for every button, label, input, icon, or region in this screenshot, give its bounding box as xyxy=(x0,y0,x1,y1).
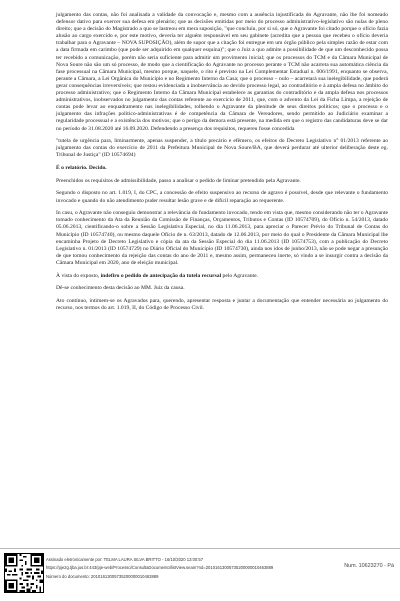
signed-by-text: Assinado eletronicamente por: TELMA LAURA SILVA BRITTO - 16/10/2020 13:00:57 xyxy=(46,557,204,562)
paragraph-tutela-request: "tutela de urgência para, liminarmente, apenas suspender, a título precário e efêmero, os efeitos do Decreto Legislativo n° 01/2013 referente ao julgamento das contas do exercício de 2011 da Prefeitura Municipal de Nova Soure/BA, que deverá perdurar até ulterior deliberação deste eg. Tribunal de Justiça" (ID 10574694) xyxy=(56,138,388,159)
paragraph-intimation: Ato contínuo, intimem-se os Agravados para, querendo, apresentar resposta e juntar a documentação que entender necessária ao julgamento do recurso, nos termos do art. 1.019, II, do Código de Processo Civil. xyxy=(56,297,388,312)
section-heading: É o relatório. Decido. xyxy=(56,165,107,172)
paragraph-agravante-allegations: julgamento das contas, não foi analisada a validade da convocação e, mesmo com a ausência injustificada do Agravante, não lhe foi nomeado defensor dativo para exercer sua defesa em plenário; que as decisões emitidas por meio do processo administrativo-legislativo são nulas de pleno direito; que a decisão do Magistrado a quo se lastreou em mera suposição, "que concluiu, por si só, que o Agravante foi citado porque o ofício fazia alusão ao cargo exercido e, por este motivo, deveria ter alguém responsável em seu gabinete (acredita que a pessoa que recebeu o ofício deveria trabalhar para o Agravante – NOVA SUPOSIÇÃO), além de supor que a citação foi entregue em um órgão público pela simples razão de estar com a data firmada em carimbo (que pode ser adquirido em qualquer esquina)"; que o Juiz a quo admite a possibilidade de que um desconhecido possa ter recebido a comunicação, porém não seria suficiente para admitir um provimento inicial; que os processos do TCM e da Câmara Municipal de Nova Soure não são um só processo, de modo que a cientificação do Agravante no processo perante o TCM não acarreta sua automática ciência da fase processual na Câmara Municipal, mesmo porque, naquele, o rito é previsto na Lei Complementar Estadual n. 006/1991, enquanto se observa, perante a Câmara, a Lei Orgânica do Município e no Regimento Interno da Casa; que o processo – nulo – acarretará sua inelegibilidade, que poderá gerar consequências irreversíveis; que restou evidenciada a inobservância ao devido processo legal, ao contraditório e à ampla defesa no âmbito do processo administrativo; que o Regimento Interno da Câmara Municipal estabelece as garantias do contraditório e da ampla defesa nos processos administrativos, inobservados no julgamento das contas referente ao exercício de 2011, que, com o advento da Lei da Ficha Limpa, a rejeição de contas pode levar ao enquadramento nas inelegibilidades, tolhendo o Agravante da plenitude de seus direitos políticos; que o processo e o julgamento das infrações político-administrativas é de competência da Câmara de Vereadores, sendo permitido ao Judiciário examinar a regularidade processual e a existência dos motivos; que o perigo da demora está presente, na medida em que o registro das candidaturas deve se dar no período de 31.08.2020 até 16.09.2020. Defendendo a presença dos requisitos, requereu fosse concedida xyxy=(56,12,388,132)
document-number-text: Número do documento: 20101613005735200000010463889 xyxy=(46,574,159,579)
decision-bold: indefiro o pedido de antecipação da tutela recursal xyxy=(100,272,222,279)
paragraph-decision xyxy=(56,273,388,280)
decision-prefix: À vista do exposto, xyxy=(56,272,100,279)
document-body xyxy=(56,12,388,312)
paragraph-admissibility: Preenchidos os requisitos de admissibilidade, passo a analisar o pedido de liminar pretendido pela Agravante. xyxy=(56,177,301,184)
decision-suffix: pelo Agravante. xyxy=(222,272,258,279)
paragraph-cpc-article: Segundo o disposto no art. 1.019, I, do CPC, a concessão de efeito suspensivo ao recurso de agravo é possível, desde que relevante o fundamento invocado e quando do não atendimento puder resultar lesão grave e de difícil reparação ao requerente. xyxy=(56,190,388,204)
page-number: Num. 10623270 - Pá xyxy=(344,563,394,569)
document-url-link[interactable]: https://pje2g.tjba.jus.br:443/pje-web/Processo/ConsultaDocumento/listView.seam?nd=20101613005735200000010463889 xyxy=(46,565,274,570)
paragraph-in-casu: In casu, o Agravante não conseguiu demonstrar a relevância do fundamento invocado, tendo em vista que, mesmo considerando não ter o Agravante tomado conhecimento da Ata da Reunião da Comissão de Finanças, Orçamentos, Tributos e Contas (ID 10574709), do Ofício n. 54/2013, datado 05.06.2013, cientificando-o sobre a Sessão Legislativa Especial, no dia 11.06.2013, para apreciar o Parecer Prévio do Tribunal de Contas do Município (ID 10574740), ou mesmo daquele Ofício de n. 63/2013, datado de 12.06.2013, por meio do qual o Presidente da Câmara Municipal lhe encaminha Projeto de Decreto Legislativo e cópia da ata da Sessão Especial do dia 11.06.2013 (ID 10574753), com a publicação do Decreto Legislativo n. 01/2013 (ID 10574729) no Diário Oficial do Município (ID 10574730), ainda nos idos de junho/2013, não se pode negar a presunção de que tomou conhecimento da rejeição das contas do ano de 2011 e, mesmo assim, permaneceu inerte, só vindo a se insurgir contra a decisão da Câmara Municipal em 2020, ano de eleição municipal. xyxy=(56,210,388,266)
signature-footer xyxy=(0,548,400,601)
paragraph-notify-judge: Dê-se conhecimento desta decisão ao MM. Juiz da causa. xyxy=(56,285,185,292)
qr-code-icon xyxy=(4,553,44,593)
